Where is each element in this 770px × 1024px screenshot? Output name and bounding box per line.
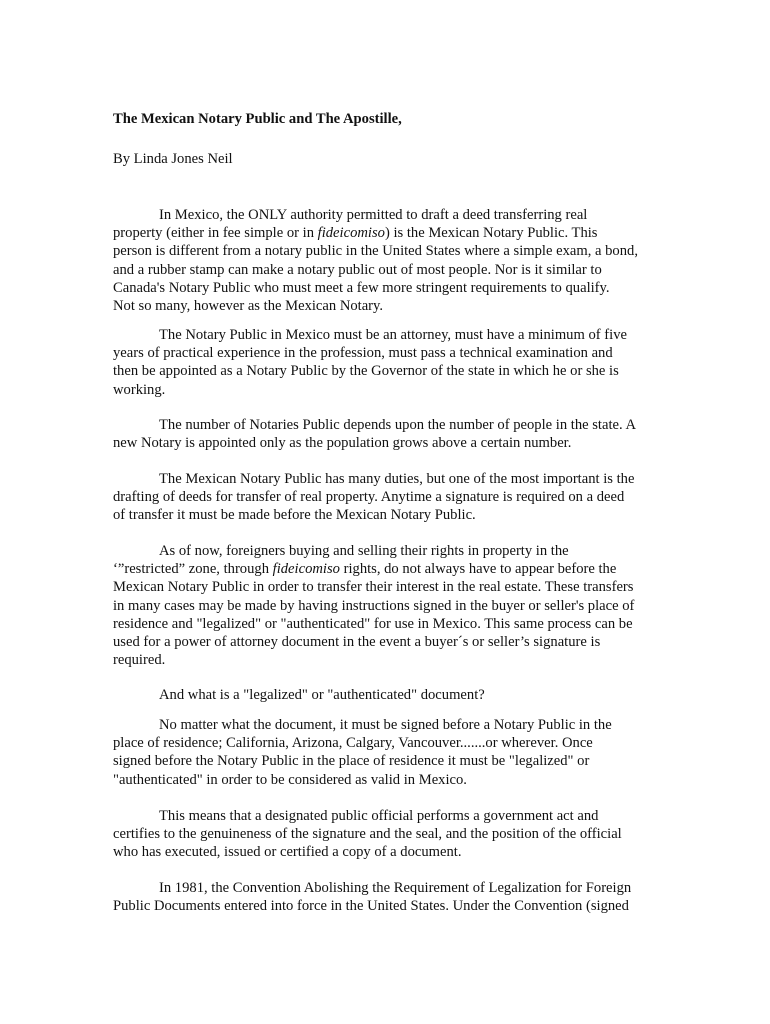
line-text: signed before the Notary Public in the place of residence it must be "legalized" or <box>113 753 590 770</box>
line-text: In 1981, the Convention Abolishing the Requirement of Legalization for Foreign <box>159 880 632 896</box>
body-paragraph <box>113 326 661 399</box>
paragraph-line <box>113 807 661 825</box>
body-paragraph <box>113 206 661 315</box>
line-text: The number of Notaries Public depends upon the number of people in the state. A <box>159 417 637 433</box>
line-text: rights, do not always have to appear before the <box>339 561 617 578</box>
line-text: used for a power of attorney document in the event a buyer´s or seller’s signature is <box>113 633 601 650</box>
line-text: who has executed, issued or certified a copy of a document. <box>113 844 462 861</box>
paragraph-line <box>113 825 661 843</box>
author-byline: By Linda Jones Neil <box>113 151 233 167</box>
body-paragraph <box>113 686 661 704</box>
line-text: Not so many, however as the Mexican Notary. <box>113 297 384 314</box>
line-text: Mexican Notary Public in order to transfer their interest in the real estate. These transfers <box>113 579 634 596</box>
paragraph-line <box>113 242 661 260</box>
line-text: property (either in fee simple or in <box>113 225 318 242</box>
paragraph-line <box>113 734 661 752</box>
paragraph-line <box>113 470 661 488</box>
paragraph-line <box>113 261 661 279</box>
line-text: then be appointed as a Notary Public by the Governor of the state in which he or she is <box>113 363 619 380</box>
paragraph-line <box>113 416 661 434</box>
paragraph-line <box>113 578 661 596</box>
paragraph-line <box>113 560 661 578</box>
line-text: and a rubber stamp can make a notary public out of most people. Nor is it similar to <box>113 261 602 278</box>
line-text: The Mexican Notary Public has many duties, but one of the most important is the <box>159 471 635 487</box>
paragraph-line <box>113 686 661 704</box>
paragraph-line <box>113 633 661 651</box>
line-text: drafting of deeds for transfer of real property. Anytime a signature is required on a deed <box>113 489 625 506</box>
line-text: ) is the Mexican Notary Public. This <box>384 225 598 242</box>
paragraph-line <box>113 651 661 669</box>
line-text: place of residence; California, Arizona, Calgary, Vancouver.......or wherever. Once <box>113 735 593 752</box>
line-text: certifies to the genuineness of the signature and the seal, and the position of the official <box>113 826 622 843</box>
body-paragraph <box>113 716 661 789</box>
body-paragraph <box>113 879 661 915</box>
line-text: in many cases may be made by having instructions signed in the buyer or seller's place of <box>113 597 635 614</box>
document-title: The Mexican Notary Public and The Apostille, <box>113 111 402 127</box>
paragraph-line <box>113 716 661 734</box>
paragraph-line <box>113 279 661 297</box>
line-text: required. <box>113 652 166 669</box>
paragraph-line <box>113 752 661 770</box>
paragraph-line <box>113 224 661 242</box>
line-text: "authenticated" in order to be considered as valid in Mexico. <box>113 771 467 788</box>
paragraph-line <box>113 297 661 315</box>
paragraph-line <box>113 488 661 506</box>
paragraph-line <box>113 206 661 224</box>
line-text: This means that a designated public official performs a government act and <box>159 808 599 824</box>
line-text: And what is a "legalized" or "authenticated" document? <box>159 687 485 703</box>
line-text: ‘”restricted” zone, through <box>113 561 273 578</box>
line-text: residence and "legalized" or "authenticated" for use in Mexico. This same process can be <box>113 615 633 632</box>
document-body <box>113 110 661 915</box>
paragraph-line <box>113 326 661 344</box>
paragraph-line <box>113 771 661 789</box>
paragraph-line <box>113 344 661 362</box>
paragraph-line <box>113 897 661 915</box>
paragraph-line <box>113 542 661 560</box>
body-paragraph <box>113 542 661 669</box>
line-text: The Notary Public in Mexico must be an attorney, must have a minimum of five <box>159 327 627 343</box>
line-text: of transfer it must be made before the Mexican Notary Public. <box>113 507 476 524</box>
line-text: No matter what the document, it must be signed before a Notary Public in the <box>159 717 612 733</box>
line-text: working. <box>113 381 166 398</box>
line-text: person is different from a notary public in the United States where a simple exam, a bond, <box>113 243 638 260</box>
italic-term: fideicomiso <box>272 561 340 578</box>
line-text: In Mexico, the ONLY authority permitted to draft a deed transferring real <box>159 207 588 223</box>
paragraph-line <box>113 615 661 633</box>
line-text: years of practical experience in the profession, must pass a technical examination and <box>113 345 613 362</box>
body-paragraph <box>113 807 661 862</box>
body-paragraph <box>113 416 661 452</box>
paragraph-line <box>113 434 661 452</box>
line-text: Public Documents entered into force in the United States. Under the Convention (signed <box>113 898 629 915</box>
line-text: As of now, foreigners buying and selling their rights in property in the <box>159 543 569 559</box>
paragraph-line <box>113 506 661 524</box>
paragraph-line <box>113 362 661 380</box>
paragraph-line <box>113 597 661 615</box>
italic-term: fideicomiso <box>317 225 385 242</box>
line-text: Canada's Notary Public who must meet a few more stringent requirements to qualify. <box>113 279 610 296</box>
paragraph-line <box>113 843 661 861</box>
paragraph-line <box>113 879 661 897</box>
body-paragraph <box>113 470 661 525</box>
line-text: new Notary is appointed only as the population grows above a certain number. <box>113 435 572 452</box>
paragraph-line <box>113 381 661 399</box>
